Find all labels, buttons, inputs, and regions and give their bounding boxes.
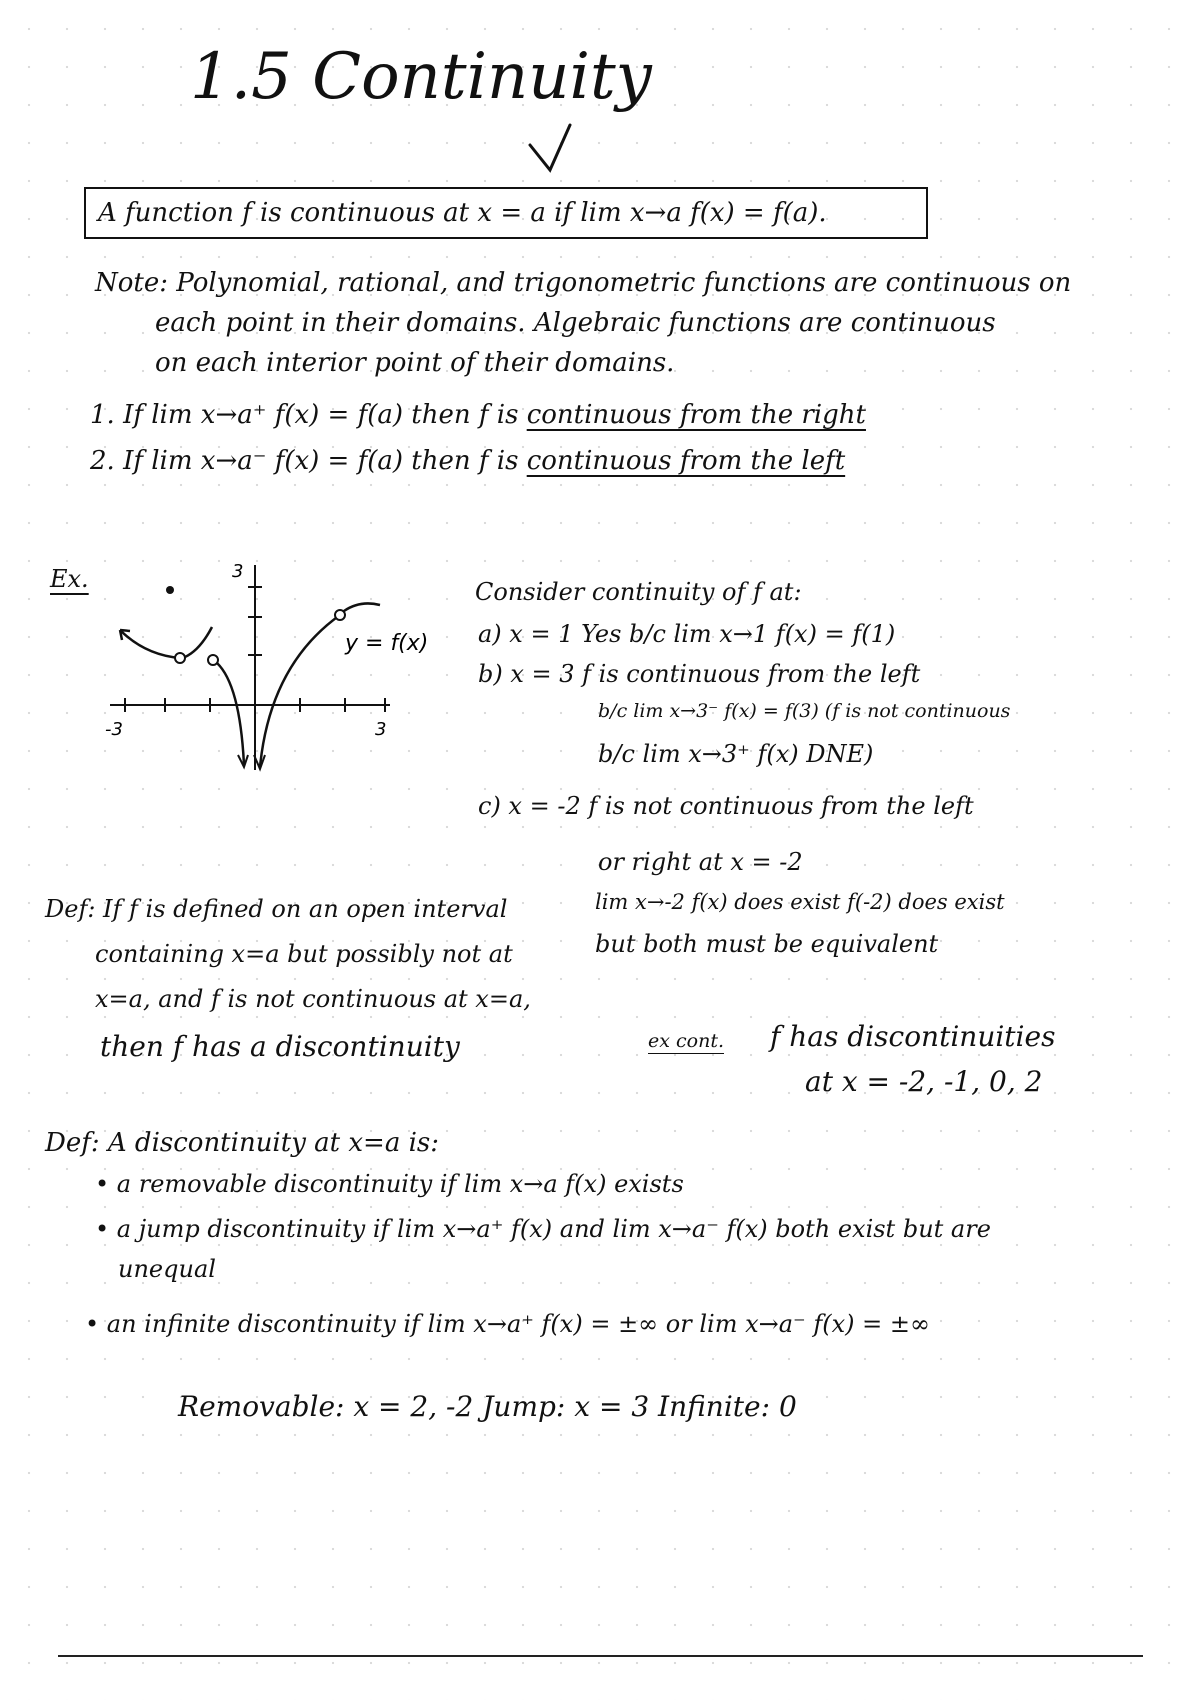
bottom-divider — [58, 1655, 1143, 1657]
filled-point — [166, 586, 174, 594]
example-part-b-2: b/c lim x→3⁻ f(x) = f(3) (f is not continuous — [598, 700, 1011, 722]
discontinuity-def-line-2: containing x=a but possibly not at — [95, 940, 513, 968]
example-part-c-3: lim x→-2 f(x) does exist f(-2) does exist — [595, 890, 1005, 914]
note-line-3: on each interior point of their domains. — [155, 348, 675, 378]
y-tick-top: 3 — [232, 561, 244, 582]
left-curve-2 — [185, 627, 212, 657]
example-label: Ex. — [50, 565, 89, 593]
discontinuity-summary: Removable: x = 2, -2 Jump: x = 3 Infinite: 0 — [178, 1390, 797, 1423]
discontinuity-def-line-1: Def: If f is defined on an open interval — [45, 895, 508, 923]
example-part-b-1: b) x = 3 f is continuous from the left — [478, 660, 921, 688]
infinite-definition: • an infinite discontinuity if lim x→a⁺ f(x) = ±∞ or lim x→a⁻ f(x) = ±∞ — [85, 1310, 930, 1338]
open-point-right — [335, 610, 345, 620]
open-point-middle — [208, 655, 218, 665]
types-heading: Def: A discontinuity at x=a is: — [45, 1128, 439, 1158]
x-tick-left: -3 — [105, 719, 123, 740]
one-sided-item-2-emphasis: continuous from the left — [526, 446, 846, 476]
one-sided-item-1-prefix: 1. If lim x→a⁺ f(x) = f(a) then f is — [90, 400, 519, 430]
example-cont-line-1: f has discontinuities — [770, 1020, 1056, 1053]
discontinuity-def-line-3: x=a, and f is not continuous at x=a, — [95, 985, 531, 1013]
function-graph — [90, 555, 450, 800]
jump-definition-line-1: • a jump discontinuity if lim x→a⁺ f(x) and lim x→a⁻ f(x) both exist but are — [95, 1215, 991, 1243]
one-sided-item-1 — [90, 400, 866, 430]
jump-definition-line-2: unequal — [118, 1255, 216, 1283]
note-line-1: Note: Polynomial, rational, and trigonometric functions are continuous on — [95, 268, 1072, 298]
example-prompt: Consider continuity of f at: — [475, 578, 802, 606]
continuity-definition-box — [84, 187, 928, 239]
example-cont-label: ex cont. — [648, 1030, 724, 1052]
right-tail — [344, 603, 380, 611]
discontinuity-def-line-4: then f has a discontinuity — [100, 1030, 460, 1063]
x-tick-right: 3 — [375, 719, 387, 740]
example-part-c-1: c) x = -2 f is not continuous from the left — [478, 792, 974, 820]
example-part-c-2: or right at x = -2 — [598, 848, 803, 876]
example-cont-line-2: at x = -2, -1, 0, 2 — [805, 1065, 1043, 1098]
one-sided-item-1-emphasis: continuous from the right — [526, 400, 866, 430]
left-curve — [120, 630, 180, 658]
continuity-definition-text: A function f is continuous at x = a if lim x→a f(x) = f(a). — [98, 198, 827, 228]
checkmark-icon — [525, 115, 575, 175]
example-part-b-3: b/c lim x→3⁺ f(x) DNE) — [598, 740, 874, 768]
note-line-2: each point in their domains. Algebraic functions are continuous — [155, 308, 996, 338]
right-curve — [260, 615, 340, 767]
example-part-a: a) x = 1 Yes b/c lim x→1 f(x) = f(1) — [478, 620, 896, 648]
page-title: 1.5 Continuity — [190, 40, 652, 114]
open-point-left — [175, 653, 185, 663]
middle-curve — [217, 663, 244, 765]
one-sided-item-2-prefix: 2. If lim x→a⁻ f(x) = f(a) then f is — [90, 446, 519, 476]
removable-definition: • a removable discontinuity if lim x→a f(x) exists — [95, 1170, 684, 1198]
curve-label: y = f(x) — [345, 631, 429, 656]
one-sided-item-2 — [90, 446, 845, 476]
example-part-c-4: but both must be equivalent — [595, 930, 939, 958]
